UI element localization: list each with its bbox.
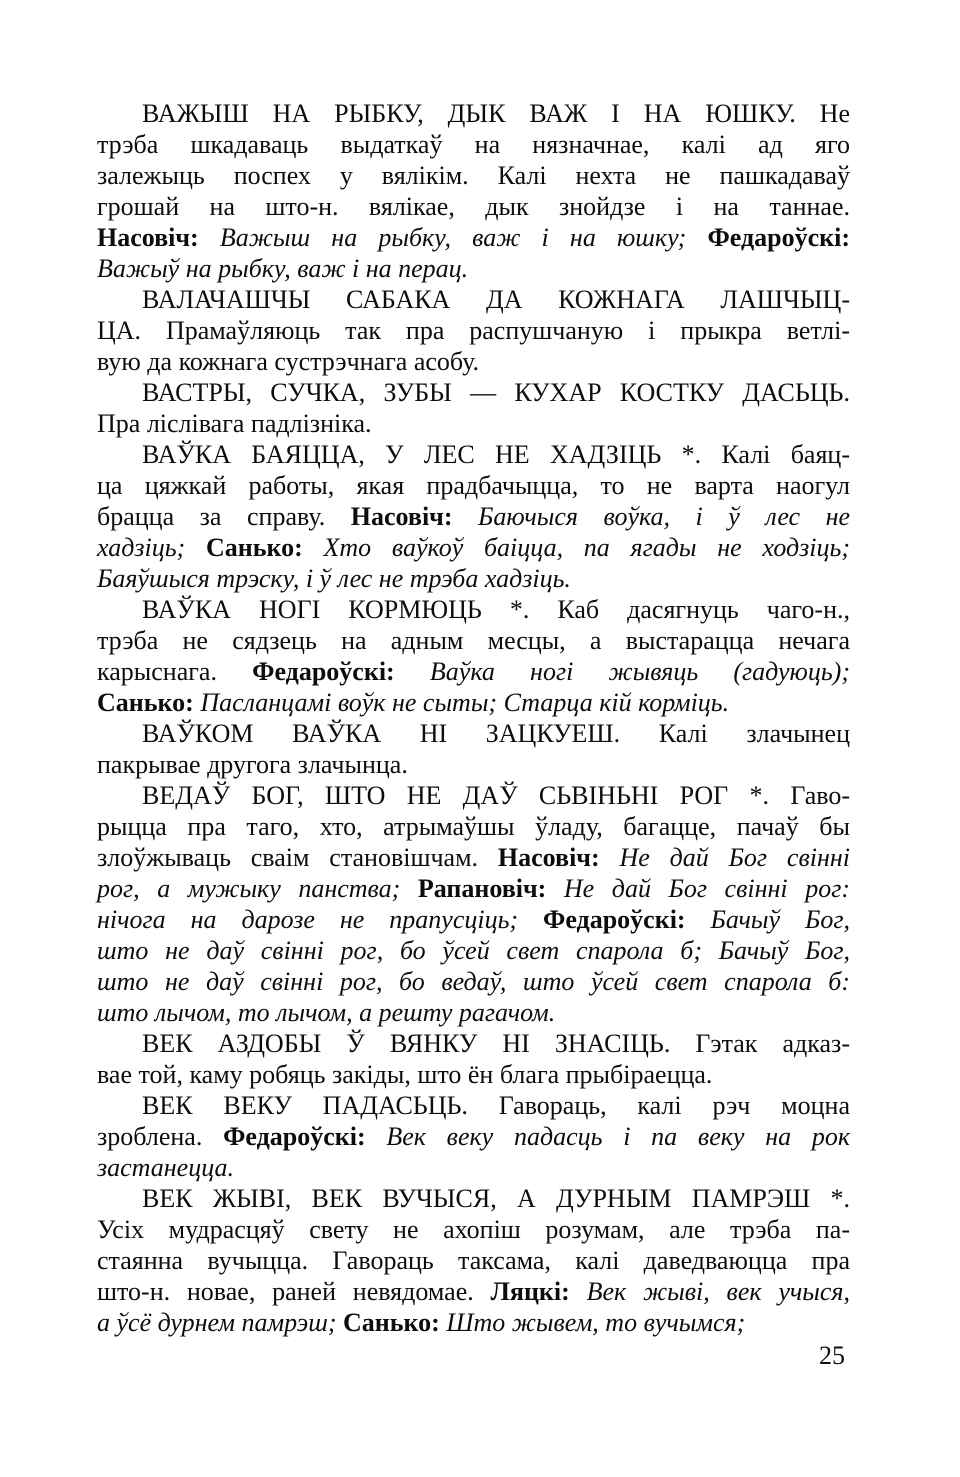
entry-paragraph: [97, 1090, 850, 1183]
text-line: [97, 160, 850, 191]
entry-headword: ВАЎКА НОГІ КОРМЮЦЬ *.: [142, 595, 558, 624]
text-line: [97, 253, 850, 284]
text-line: [97, 315, 850, 346]
source-name: Федароўскі:: [223, 1122, 387, 1151]
source-name: Санько:: [97, 688, 201, 717]
text-line: [97, 470, 850, 501]
proverb-quote: Ваўка ногі жывяць (гадуюць);: [429, 657, 850, 686]
text-line: [97, 966, 850, 997]
text-line: [97, 1090, 850, 1121]
proverb-quote: хадзіць;: [97, 533, 206, 562]
proverb-quote: Пасланцамі воўк не сыты; Старца кій корміць.: [200, 688, 730, 717]
text-line: [97, 1121, 850, 1152]
source-name: Насовіч:: [497, 843, 620, 872]
definition-text: што-н. новае, раней невядомае.: [97, 1277, 491, 1306]
source-name: Насовіч:: [350, 502, 479, 531]
text-line: [97, 718, 850, 749]
text-line: [97, 1276, 850, 1307]
text-line: [97, 749, 850, 780]
definition-text: Гаво-: [790, 781, 850, 810]
text-line: [97, 501, 850, 532]
text-line: [97, 1152, 850, 1183]
page-number: 25: [819, 1341, 845, 1370]
proverb-quote: Век жыві, век учыся,: [586, 1277, 850, 1306]
definition-text: Гэтак адказ-: [695, 1029, 850, 1058]
entry-headword: ВАЎКОМ ВАЎКА НІ ЗАЦКУЕШ.: [142, 719, 659, 748]
text-line: [97, 222, 850, 253]
definition-text: Калі злачынец: [658, 719, 850, 748]
entry-paragraph: [97, 284, 850, 377]
page-content: [97, 98, 850, 1338]
entry-paragraph: [97, 780, 850, 1028]
definition-text: пакрывае другога злачынца.: [97, 750, 408, 779]
definition-text: вую да кожнага сустрэчнага асобу.: [97, 347, 480, 376]
definition-text: Прамаўляюць так пра распушчаную і прыкра ветлі-: [165, 316, 850, 345]
entry-headword: ВАЖЫШ НА РЫБКУ, ДЫК ВАЖ І НА ЮШКУ.: [142, 99, 820, 128]
definition-text: стаянна вучыцца. Гавораць таксама, калі даведваюцца пра: [97, 1246, 850, 1275]
text-line: [97, 1245, 850, 1276]
entry-headword: ВЕК ЖЫВІ, ВЕК ВУЧЫСЯ, А ДУРНЫМ ПАМРЭШ *.: [142, 1184, 850, 1213]
text-line: [97, 1028, 850, 1059]
text-line: [97, 98, 850, 129]
proverb-quote: што не даў свінні рог, бо ведаў, што ўсей свет спарола б:: [97, 967, 850, 996]
entry-headword: ВАЛАЧАШЧЫ САБАКА ДА КОЖНАГА ЛАШЧЫЦ-: [142, 285, 850, 314]
entry-paragraph: [97, 98, 850, 284]
definition-text: злоўжываць сваім становішчам.: [97, 843, 498, 872]
entry-paragraph: [97, 594, 850, 718]
proverb-quote: рог, а мужыку панства;: [97, 874, 418, 903]
entry-headword: ЦА.: [97, 316, 166, 345]
definition-text: трэба шкадаваць выдаткаў на нязначнае, калі ад яго: [97, 130, 850, 159]
definition-text: вае той, каму робяць закіды, што ён блага прыбіраецца.: [97, 1060, 713, 1089]
entry-paragraph: [97, 439, 850, 594]
definition-text: ца цяжкай работы, якая прадбачыцца, то не варта наогул: [97, 471, 850, 500]
text-line: [97, 842, 850, 873]
text-line: [97, 904, 850, 935]
proverb-quote: Хто ваўкоў баіцца, па ягады не ходзіць;: [323, 533, 850, 562]
text-line: [97, 377, 850, 408]
definition-text: Усіх мудрасцяў свету не ахопіш розумам, але трэба па-: [97, 1215, 850, 1244]
proverb-quote: Не дай Бог свінні рог:: [563, 874, 850, 903]
proverb-quote: што не даў свінні рог, бо ўсей свет спарола б; Бачыў Бог,: [97, 936, 850, 965]
source-name: Федароўскі:: [252, 657, 430, 686]
text-line: [97, 811, 850, 842]
entry-headword: ВАСТРЫ, СУЧКА, ЗУБЫ — КУХАР КОСТКУ ДАСЬЦЬ.: [142, 378, 850, 407]
proverb-quote: Важыш на рыбку, важ і на юшку;: [219, 223, 708, 252]
entry-headword: ВАЎКА БАЯЦЦА, У ЛЕС НЕ ХАДЗІЦЬ *.: [142, 440, 722, 469]
proverb-quote: а ўсё дурнем памрэш;: [97, 1308, 344, 1337]
proverb-quote: Важыў на рыбку, важ і на перац.: [97, 254, 469, 283]
text-line: [97, 284, 850, 315]
proverb-quote: Век веку падасць і па веку на рок: [386, 1122, 850, 1151]
text-line: [97, 656, 850, 687]
definition-text: Калі баяц-: [721, 440, 851, 469]
definition-text: грошай на што-н. вялікае, дык знойдзе і на таннае.: [97, 192, 850, 221]
entry-paragraph: [97, 1183, 850, 1338]
text-line: [97, 129, 850, 160]
definition-text: залежыць поспех у вялікім. Калі нехта не пашкадаваў: [97, 161, 850, 190]
source-name: Насовіч:: [97, 223, 220, 252]
text-line: [97, 873, 850, 904]
source-name: Санько:: [343, 1308, 447, 1337]
text-line: [97, 1214, 850, 1245]
definition-text: Каб дасягнуць чаго-н.,: [557, 595, 850, 624]
entry-headword: ВЕК АЗДОБЫ Ў ВЯНКУ НІ ЗНАСІЦЬ.: [142, 1029, 696, 1058]
proverb-quote: Баючыся воўка, і ў лес не: [478, 502, 851, 531]
text-line: [97, 408, 850, 439]
entry-headword: ВЕК ВЕКУ ПАДАСЬЦЬ.: [142, 1091, 499, 1120]
source-name: Санько:: [205, 533, 324, 562]
text-line: [97, 780, 850, 811]
text-line: [97, 625, 850, 656]
text-line: [97, 594, 850, 625]
source-name: Ляцкі:: [490, 1277, 587, 1306]
proverb-quote: Што жывем, то вучымся;: [446, 1308, 746, 1337]
text-line: [97, 346, 850, 377]
definition-text: карыснага.: [97, 657, 253, 686]
definition-text: Пра ліслівага падлізніка.: [97, 409, 372, 438]
proverb-quote: Не дай Бог свінні: [619, 843, 850, 872]
entry-headword: ВЕДАЎ БОГ, ШТО НЕ ДАЎ СЬВІНЬНІ РОГ *.: [142, 781, 791, 810]
text-line: [97, 687, 850, 718]
definition-text: брацца за справу.: [97, 502, 351, 531]
definition-text: Гавораць, калі рэч моцна: [498, 1091, 851, 1120]
proverb-quote: што лычом, то лычом, а решту рагачом.: [97, 998, 556, 1027]
text-line: [97, 191, 850, 222]
proverb-quote: застанецца.: [97, 1153, 235, 1182]
entry-paragraph: [97, 718, 850, 780]
entry-paragraph: [97, 1028, 850, 1090]
source-name: Рапановіч:: [417, 874, 564, 903]
text-line: [97, 1307, 850, 1338]
definition-text: зроблена.: [97, 1122, 224, 1151]
proverb-quote: нічога на дарозе не прапусціць;: [97, 905, 544, 934]
definition-text: рыцца пра таго, хто, атрымаўшы ўладу, багацце, пачаў бы: [97, 812, 850, 841]
source-name: Федароўскі:: [543, 905, 711, 934]
text-line: [97, 563, 850, 594]
text-line: [97, 1183, 850, 1214]
text-line: [97, 997, 850, 1028]
text-line: [97, 1059, 850, 1090]
text-line: [97, 439, 850, 470]
text-line: [97, 532, 850, 563]
entry-paragraph: [97, 377, 850, 439]
proverb-quote: Бачыў Бог,: [710, 905, 851, 934]
definition-text: Не: [819, 99, 850, 128]
source-name: Федароўскі:: [707, 223, 850, 252]
text-line: [97, 935, 850, 966]
proverb-quote: Баяўшыся трэску, і ў лес не трэба хадзіць.: [97, 564, 571, 593]
definition-text: трэба не сядзець на адным месцы, а выстарацца нечага: [97, 626, 850, 655]
